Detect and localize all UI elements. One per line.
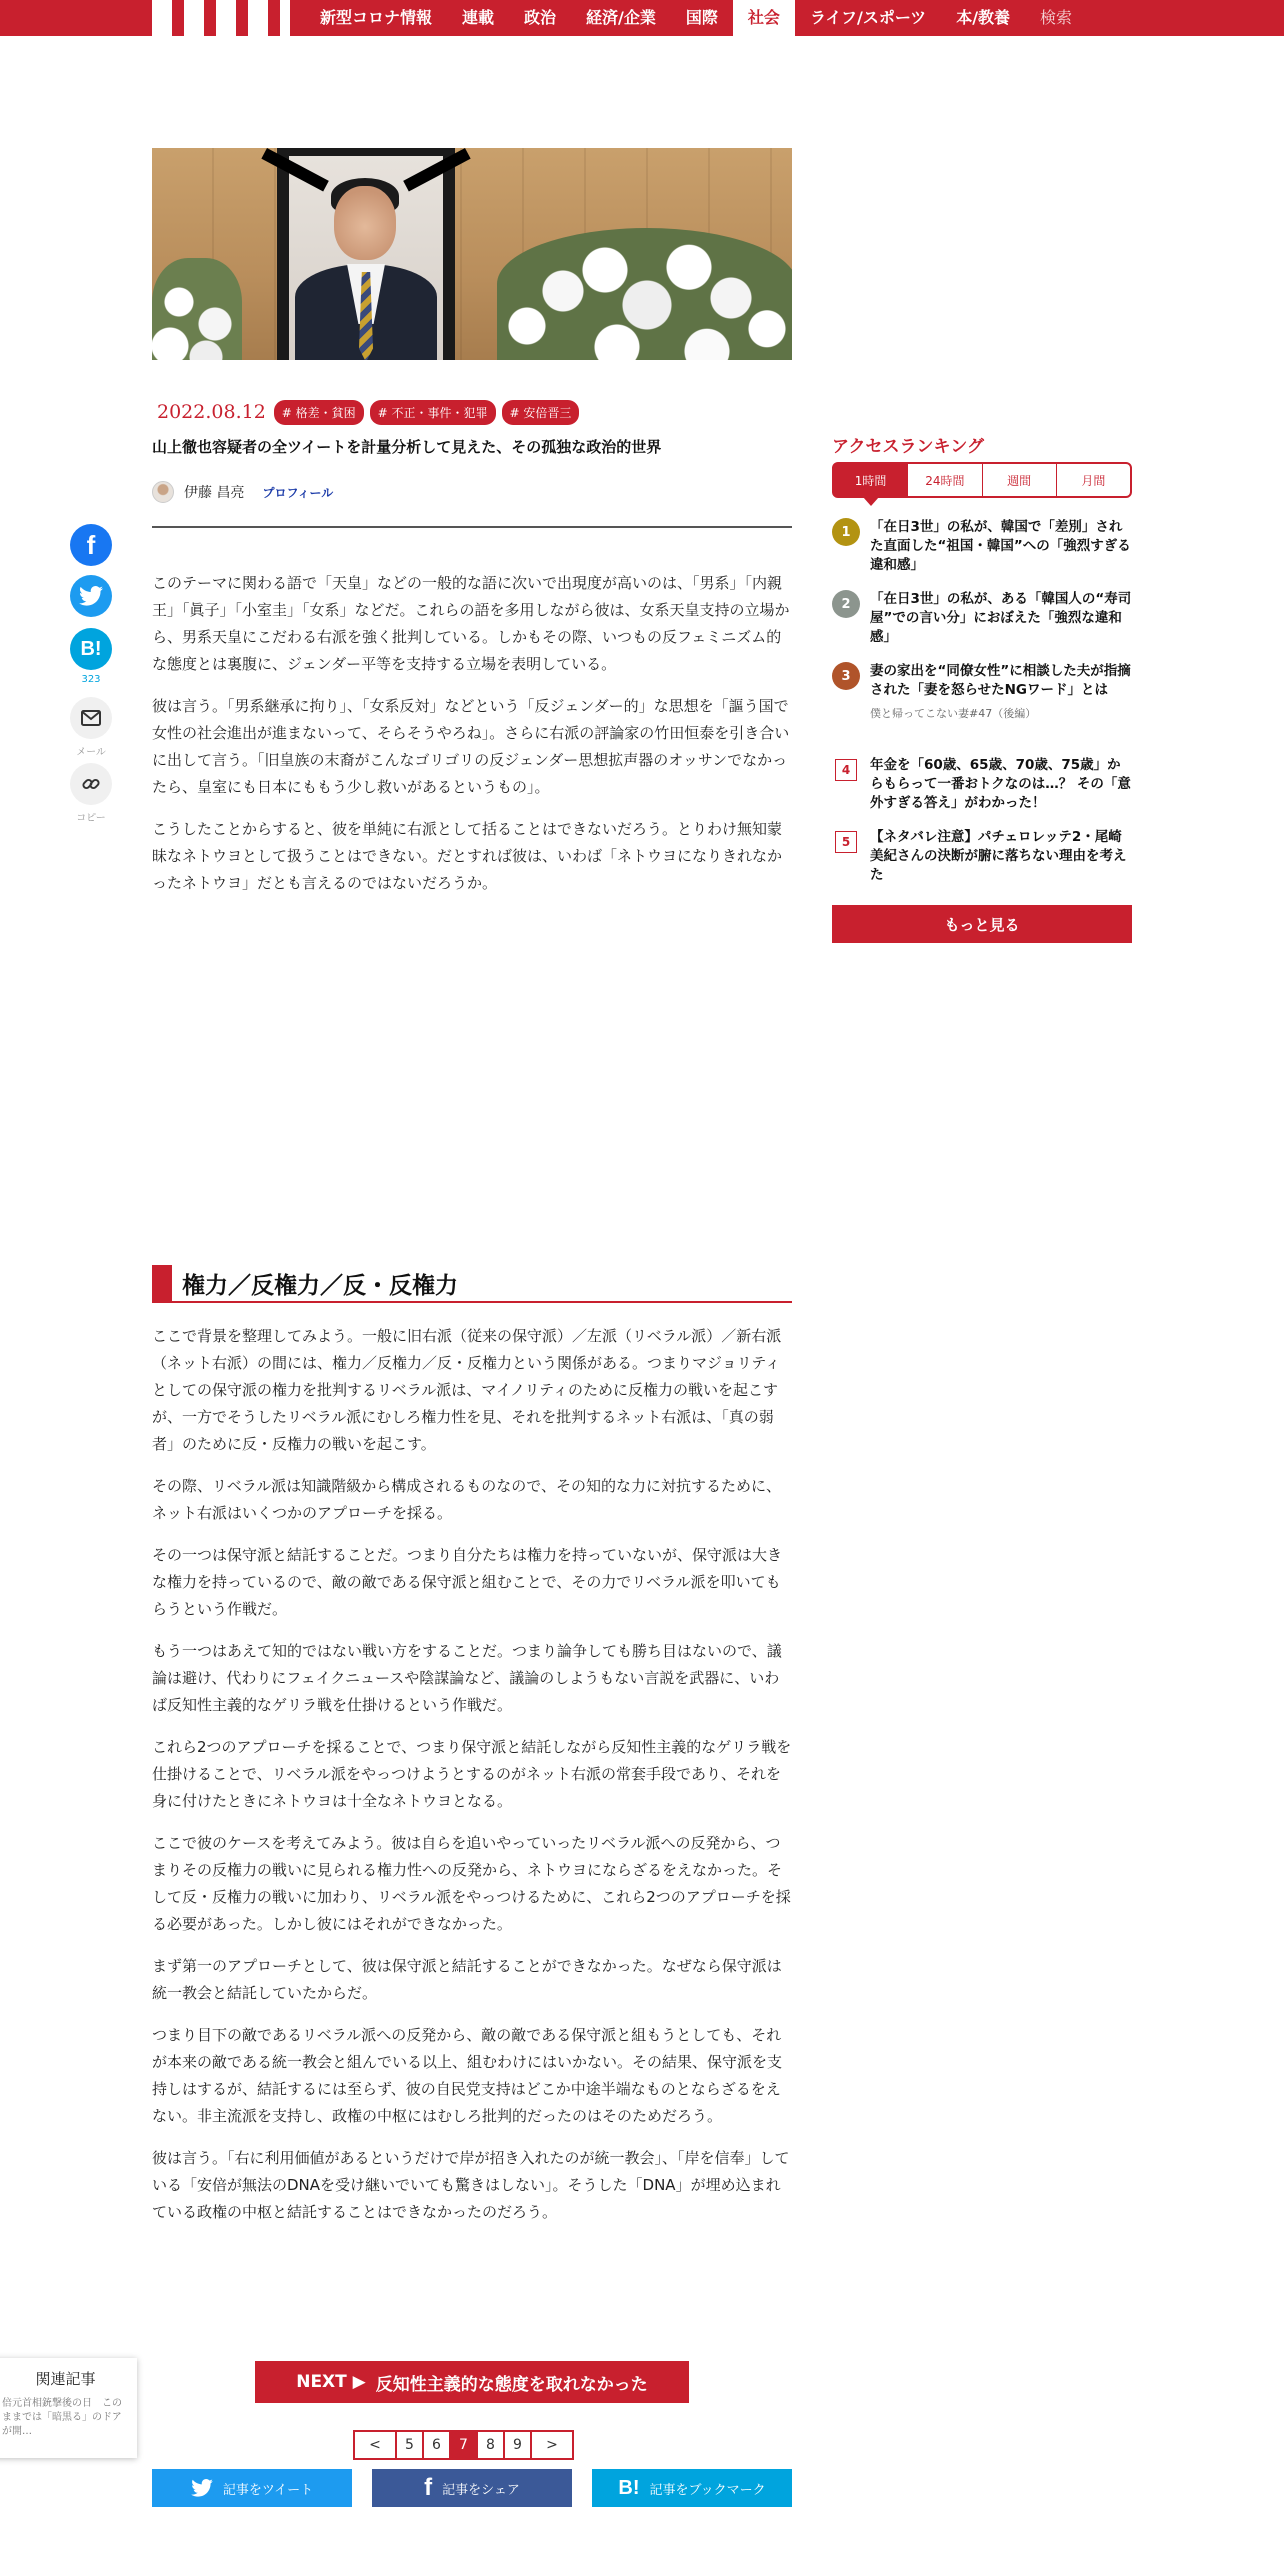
pagination: [355, 2430, 574, 2460]
related-snippet: 倍元首相銃撃後の日 このままでは「暗黒る」のドアが開…: [2, 2398, 122, 2437]
tab-weekly[interactable]: 週間: [983, 464, 1057, 496]
hatena-bookmark-button[interactable]: [592, 2469, 792, 2507]
paragraph: その一つは保守派と結託することだ。つまり自分たちは権力を持っていないが、保守派は大きな権力を持っているので、敵の敵である保守派と組むことで、その力でリベラル派を叩いてもらうという作戦だ。: [152, 1546, 783, 1618]
pager-page-6[interactable]: 6: [422, 2430, 451, 2460]
article-headline: 山上徹也容疑者の全ツイートを計量分析して見えた、その孤独な政治的世界: [152, 438, 662, 456]
pager-page-8[interactable]: 8: [476, 2430, 505, 2460]
ranking-item[interactable]: [832, 518, 1132, 575]
nav-item-economy[interactable]: 経済/企業: [586, 8, 656, 27]
ranking-item-title: 妻の家出を“同僚女性”に相談した夫が指摘された「妻を怒らせたNGワード」とは: [870, 663, 1131, 698]
ranking-item[interactable]: [832, 662, 1132, 723]
nav-item-politics[interactable]: 政治: [524, 8, 557, 27]
facebook-share-button[interactable]: [372, 2469, 572, 2507]
hatena-count: 323: [81, 674, 101, 685]
next-label: NEXT ▶: [296, 2372, 366, 2392]
tag-crime[interactable]: # 不正・事件・犯罪: [370, 400, 496, 425]
ranking-item-sub: 僕と帰ってこない妻#47（後編）: [870, 707, 1037, 720]
tag-abe[interactable]: # 安倍晋三: [502, 400, 580, 425]
ranking-item-title: 「在日3世」の私が、ある「韓国人の“寿司屋”での言い分」におぼえた「強烈な違和感」: [870, 591, 1132, 645]
nav-item-international[interactable]: 国際: [685, 8, 718, 27]
tab-24hours[interactable]: 24時間: [908, 464, 982, 496]
related-title: 関連記事: [35, 2370, 96, 2388]
author-avatar: [152, 481, 174, 503]
mail-icon[interactable]: [70, 697, 112, 739]
hatena-bookmark-icon[interactable]: B!: [70, 628, 112, 670]
hatena-icon: B!: [618, 2476, 640, 2499]
pager-page-5[interactable]: 5: [395, 2430, 424, 2460]
next-title: 反知性主義的な態度を取れなかった: [375, 2374, 648, 2395]
section-heading: [152, 1265, 792, 1303]
paragraph: ここで彼のケースを考えてみよう。彼は自らを追いやっていったリベラル派への反発から、つまりその反権力の戦いに見られる権力性への反発から、ネトウヨにならざるをえなかった。そして反・反権力の戦いに加わり、リベラル派をやっつけるために、これら2つのアプローチを採る必要があった。しかし彼にはそれができなかった。: [152, 1834, 791, 1933]
ranking-item[interactable]: [832, 756, 1132, 813]
profile-link[interactable]: プロフィール: [262, 485, 334, 500]
nav-item-life-sports[interactable]: ライフ/スポーツ: [809, 8, 927, 27]
tab-monthly[interactable]: 月間: [1081, 473, 1106, 488]
facebook-icon: f: [424, 2474, 433, 2501]
paragraph: ここで背景を整理してみよう。一般に旧右派（従来の保守派）／左派（リベラル派）／新右派（ネット右派）の間には、権力／反権力／反・反権力という関係がある。つまりマジョリティとしての保守派の権力を批判するリベラル派は、マイノリティのために反権力の戦いを起こすが、一方でそうしたリベラル派にむしろ権力性を見、それを批判するネット右派は、「真の弱者」のために反・反権力の戦いを起こす。: [152, 1327, 782, 1453]
tweet-label: 記事をツイート: [222, 2482, 314, 2498]
facebook-label: 記事をシェア: [442, 2482, 520, 2498]
hero-image: [152, 148, 792, 360]
rank-badge: 4: [835, 759, 857, 781]
paragraph: つまり目下の敵であるリベラル派への反発から、敵の敵である保守派と組もうとしても、それが本来の敵である統一教会と組んでいる以上、組むわけにはいかない。その結果、保守派を支持しはするが、結託するには至らず、彼の自民党支持はどこか中途半端なものとならざるをえない。非主流派を支持し、政権の中枢にはむしろ批判的だったのはそのためだろう。: [152, 2026, 783, 2125]
paragraph: 彼は言う。「男系継承に拘り」、「女系反対」などという「反ジェンダー的」な思想を「謳う国で女性の社会進出が進まないって、そらそうやろね」。さらに右派の評論家の竹田恒泰を引き合いに出して言う。「旧皇族の末裔がこんなゴリゴリの反ジェンダー思想拡声器のオッサンでなかったら、皇室にも日本にももう少し救いがあるというもの」。: [152, 697, 790, 796]
nav-item-series[interactable]: 連載: [462, 8, 495, 27]
rank-badge: 2: [832, 590, 860, 618]
twitter-share-icon[interactable]: [70, 575, 112, 617]
mail-label: メール: [76, 747, 106, 758]
facebook-share-icon[interactable]: f: [70, 524, 112, 566]
tag-poverty[interactable]: # 格差・貧困: [274, 400, 364, 425]
ranking-item-title: 「在日3世」の私が、韓国で「差別」された直面した“祖国・韓国”への「強烈すぎる違和感」: [870, 519, 1131, 573]
rank-badge: 3: [832, 662, 860, 690]
nav-item-society[interactable]: 社会: [733, 0, 795, 36]
rank-badge: 5: [835, 831, 857, 853]
ranking-tabs: [832, 462, 1132, 498]
paragraph: もう一つはあえて知的ではない戦い方をすることだ。つまり論争しても勝ち目はないので、議論は避け、代わりにフェイクニュースや陰謀論など、議論のしようもない言説を武器に、いわば反知性主義的なゲリラ戦を仕掛けるという作戦だ。: [152, 1642, 782, 1714]
link-copy-icon[interactable]: [70, 763, 112, 805]
pager-prev[interactable]: <: [353, 2430, 397, 2460]
more-ranking-button[interactable]: もっと見る: [832, 905, 1132, 943]
ranking-title: アクセスランキング: [832, 437, 984, 457]
ranking-item[interactable]: [832, 828, 1132, 885]
pager-page-7[interactable]: 7: [449, 2430, 478, 2460]
paragraph: これら2つのアプローチを採ることで、つまり保守派と結託しながら反知性主義的なゲリラ戦を仕掛けることで、リベラル派をやっつけようとするのがネット右派の常套手段であり、それを身に付けたときにネトウヨは十全なネトウヨとなる。: [152, 1738, 792, 1810]
copy-label: コピー: [76, 813, 106, 824]
ranking-item[interactable]: [832, 590, 1132, 647]
nav-menu: [305, 0, 1087, 36]
bookmark-label: 記事をブックマーク: [649, 2482, 766, 2498]
tab-1hour[interactable]: 1時間: [834, 464, 908, 496]
divider: [152, 526, 792, 528]
twitter-icon: [191, 2479, 213, 2497]
article-date: 2022.08.12: [157, 401, 266, 423]
article-meta: [152, 400, 792, 424]
next-page-button[interactable]: [255, 2361, 689, 2403]
paragraph: このテーマに関わる語で「天皇」などの一般的な語に次いで出現度が高いのは、「男系」「内親王」「眞子」「小室圭」「女系」などだ。これらの語を多用しながら彼は、女系天皇支持の立場から、男系天皇にこだわる右派を強く批判している。しかもその際、いつもの反フェミニズム的な態度とは裏腹に、ジェンダー平等を支持する立場を表明している。: [152, 574, 790, 673]
author-info: [152, 480, 333, 504]
nav-item-covid[interactable]: 新型コロナ情報: [320, 8, 433, 27]
global-nav: [0, 0, 1284, 36]
paragraph: 彼は言う。「右に利用価値があるというだけで岸が招き入れたのが統一教会」、「岸を信奉」している「安倍が無法のDNAを受け継いでいても驚きはしない」。そうした「DNA」が埋め込まれている政権の中枢と結託することはできなかったのだろう。: [152, 2149, 790, 2221]
section-title: 権力／反権力／反・反権力: [182, 1272, 458, 1299]
ranking-item-title: 【ネタバレ注意】パチェロレッテ2・尾崎美紀さんの決断が腑に落ちない理由を考えた: [870, 829, 1127, 883]
rank-badge: 1: [832, 518, 860, 546]
ranking-item-title: 年金を「60歳、65歳、70歳、75歳」からもらって一番おトクなのは…？ その「意外すぎる答え」がわかった！: [870, 757, 1131, 811]
paragraph: こうしたことからすると、彼を単純に右派として括ることはできないだろう。とりわけ無知蒙昧なネトウヨとして扱うことはできない。だとすれば彼は、いわば「ネトウヨになりきれなかったネトウヨ」だとも言えるのではないだろうか。: [152, 820, 783, 892]
article-body-1: [152, 570, 792, 912]
nav-item-books[interactable]: 本/教養: [956, 8, 1011, 27]
nav-item-search[interactable]: 検索: [1040, 8, 1073, 27]
pager-next[interactable]: >: [530, 2430, 574, 2460]
article-body-2: [152, 1323, 792, 2241]
pager-page-9[interactable]: 9: [503, 2430, 532, 2460]
paragraph: まず第一のアプローチとして、彼は保守派と結託することができなかった。なぜなら保守派は統一教会と結託していたからだ。: [152, 1957, 782, 2002]
author-name: 伊藤 昌亮: [184, 485, 245, 501]
related-articles-widget[interactable]: [0, 2358, 137, 2458]
tweet-article-button[interactable]: [152, 2469, 352, 2507]
paragraph: その際、リベラル派は知識階級から構成されるものなので、その知的な力に対抗するために、ネット右派はいくつかのアプローチを採る。: [152, 1477, 781, 1522]
site-logo[interactable]: [152, 0, 290, 36]
